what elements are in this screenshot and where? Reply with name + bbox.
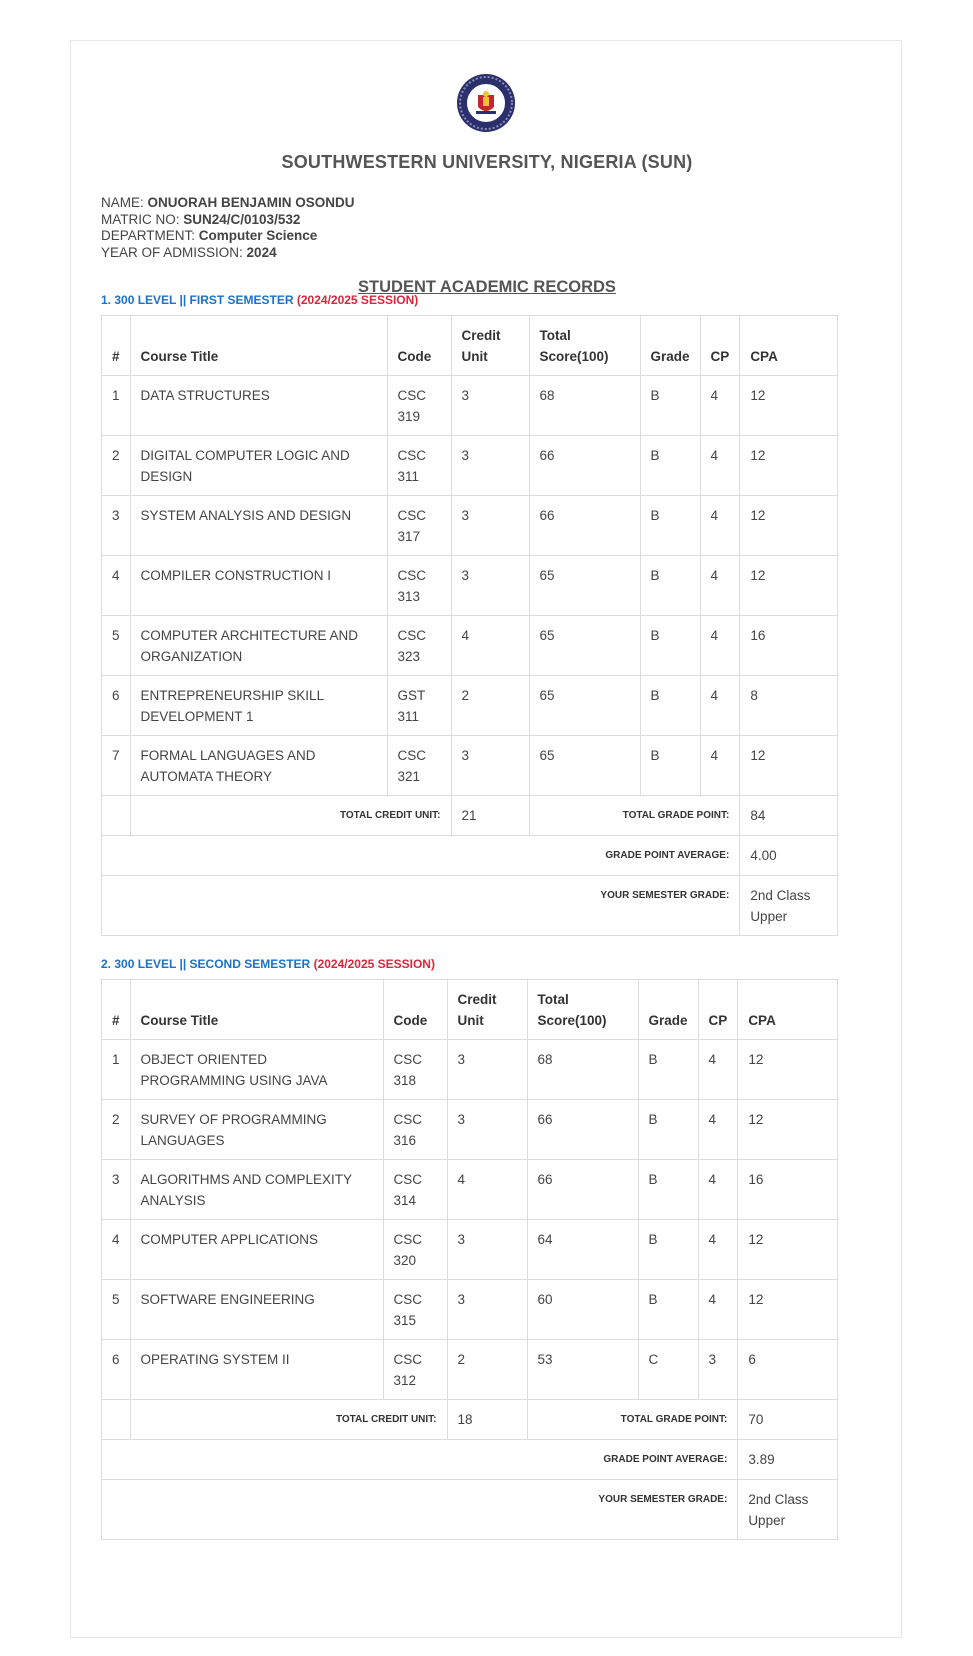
total-grade-point-label: TOTAL GRADE POINT: <box>527 1400 738 1440</box>
student-info <box>101 195 355 261</box>
table-header-row <box>102 980 838 1040</box>
column-header-num: # <box>102 980 131 1040</box>
semester-heading <box>101 293 418 307</box>
cell-title: COMPUTER APPLICATIONS <box>130 1220 383 1280</box>
cell-cpa: 12 <box>740 736 838 796</box>
university-name: SOUTHWESTERN UNIVERSITY, NIGERIA (SUN) <box>281 152 693 172</box>
cell-code: CSC 320 <box>383 1220 447 1280</box>
cell-title: COMPILER CONSTRUCTION I <box>130 556 387 616</box>
cell-score: 66 <box>527 1100 638 1160</box>
total-grade-point-value: 70 <box>738 1400 838 1440</box>
transcript-page <box>70 40 902 1638</box>
cell-cp: 4 <box>700 676 740 736</box>
column-header-grade: Grade <box>638 980 698 1040</box>
cell-n: 2 <box>102 1100 131 1160</box>
semester-grade-value: 2nd Class Upper <box>740 876 838 936</box>
cell-cp: 4 <box>700 736 740 796</box>
cell-code: CSC 315 <box>383 1280 447 1340</box>
cell-title: ENTREPRENEURSHIP SKILL DEVELOPMENT 1 <box>130 676 387 736</box>
cell-cp: 4 <box>700 616 740 676</box>
cell-grade: B <box>640 436 700 496</box>
cell-cpa: 16 <box>740 616 838 676</box>
matric-number: SUN24/C/0103/532 <box>183 211 301 227</box>
cell-n: 5 <box>102 1280 131 1340</box>
cell-cpa: 16 <box>738 1160 838 1220</box>
cell-code: CSC 313 <box>387 556 451 616</box>
cell-grade: B <box>638 1160 698 1220</box>
cell-grade: B <box>640 376 700 436</box>
cell-title: FORMAL LANGUAGES AND AUTOMATA THEORY <box>130 736 387 796</box>
cell-code: CSC 316 <box>383 1100 447 1160</box>
admission-year-line: YEAR OF ADMISSION: 2024 <box>101 244 277 260</box>
column-header-grade: Grade <box>640 316 700 376</box>
student-name: ONUORAH BENJAMIN OSONDU <box>147 195 355 210</box>
semester-table <box>101 315 838 936</box>
column-header-title: Course Title <box>130 980 383 1040</box>
cell-cpa: 12 <box>740 496 838 556</box>
cell-code: GST 311 <box>387 676 451 736</box>
semester-session: (2024/2025 SESSION) <box>293 293 419 307</box>
cell-code: CSC 314 <box>383 1160 447 1220</box>
cell-score: 66 <box>527 1160 638 1220</box>
cell-n: 2 <box>102 436 131 496</box>
semester-level: 1. 300 LEVEL || FIRST SEMESTER <box>101 293 294 307</box>
cell-cp: 4 <box>698 1160 738 1220</box>
cell-credit: 3 <box>447 1040 527 1100</box>
cell-n: 3 <box>102 496 131 556</box>
cell-empty <box>102 1400 131 1440</box>
cell-title: SOFTWARE ENGINEERING <box>130 1280 383 1340</box>
cell-score: 68 <box>529 376 640 436</box>
cell-code: CSC 311 <box>387 436 451 496</box>
cell-n: 7 <box>102 736 131 796</box>
cell-cp: 4 <box>700 376 740 436</box>
cell-credit: 3 <box>451 496 529 556</box>
cell-empty <box>102 796 131 836</box>
cell-score: 68 <box>527 1040 638 1100</box>
cell-credit: 3 <box>451 376 529 436</box>
cell-credit: 3 <box>451 556 529 616</box>
cell-score: 64 <box>527 1220 638 1280</box>
cell-grade: C <box>638 1340 698 1400</box>
cell-score: 66 <box>529 436 640 496</box>
total-credit-value: 21 <box>451 796 529 836</box>
semester-grade-row <box>102 876 838 936</box>
cell-cpa: 12 <box>740 556 838 616</box>
university-crest-icon <box>456 73 516 133</box>
cell-score: 65 <box>529 556 640 616</box>
cell-grade: B <box>640 676 700 736</box>
cell-cpa: 12 <box>738 1220 838 1280</box>
cell-title: DATA STRUCTURES <box>130 376 387 436</box>
student-name-line: NAME: ONUORAH BENJAMIN OSONDU <box>101 195 355 210</box>
cell-code: CSC 317 <box>387 496 451 556</box>
table-header-row <box>102 316 838 376</box>
department-line: DEPARTMENT: Computer Science <box>101 228 318 243</box>
cell-cp: 4 <box>698 1100 738 1160</box>
column-header-credit: Credit Unit <box>451 316 529 376</box>
cell-credit: 3 <box>451 736 529 796</box>
semester-grade-label: YOUR SEMESTER GRADE: <box>102 876 740 936</box>
column-header-cpa: CPA <box>740 316 838 376</box>
cell-credit: 2 <box>451 676 529 736</box>
semester-session: (2024/2025 SESSION) <box>310 957 435 971</box>
column-header-score: Total Score(100) <box>529 316 640 376</box>
department: Computer Science <box>198 228 318 243</box>
gpa-row <box>102 836 838 876</box>
table-row <box>102 556 838 616</box>
total-credit-label: TOTAL CREDIT UNIT: <box>130 1400 447 1440</box>
cell-title: SURVEY OF PROGRAMMING LANGUAGES <box>130 1100 383 1160</box>
column-header-score: Total Score(100) <box>527 980 638 1040</box>
totals-row <box>102 796 838 836</box>
table-row <box>102 496 838 556</box>
cell-code: CSC 319 <box>387 376 451 436</box>
cell-grade: B <box>638 1280 698 1340</box>
cell-cp: 4 <box>700 556 740 616</box>
cell-score: 53 <box>527 1340 638 1400</box>
cell-grade: B <box>640 496 700 556</box>
cell-grade: B <box>638 1220 698 1280</box>
cell-score: 60 <box>527 1280 638 1340</box>
total-credit-label: TOTAL CREDIT UNIT: <box>130 796 451 836</box>
cell-n: 4 <box>102 556 131 616</box>
cell-title: ALGORITHMS AND COMPLEXITY ANALYSIS <box>130 1160 383 1220</box>
cell-credit: 4 <box>447 1160 527 1220</box>
column-header-num: # <box>102 316 131 376</box>
cell-score: 66 <box>529 496 640 556</box>
cell-n: 6 <box>102 1340 131 1400</box>
total-credit-value: 18 <box>447 1400 527 1440</box>
cell-cpa: 6 <box>738 1340 838 1400</box>
cell-code: CSC 312 <box>383 1340 447 1400</box>
gpa-row <box>102 1440 838 1480</box>
cell-cp: 4 <box>698 1220 738 1280</box>
total-grade-point-value: 84 <box>740 796 838 836</box>
cell-score: 65 <box>529 736 640 796</box>
semester-level: 2. 300 LEVEL || SECOND SEMESTER <box>101 957 311 971</box>
cell-title: OPERATING SYSTEM II <box>130 1340 383 1400</box>
cell-credit: 3 <box>447 1100 527 1160</box>
cell-code: CSC 321 <box>387 736 451 796</box>
matric-line: MATRIC NO: SUN24/C/0103/532 <box>101 211 301 227</box>
cell-cpa: 12 <box>738 1280 838 1340</box>
table-row <box>102 1160 838 1220</box>
gpa-label: GRADE POINT AVERAGE: <box>102 1440 738 1480</box>
table-row <box>102 1280 838 1340</box>
cell-cpa: 12 <box>740 376 838 436</box>
totals-row <box>102 1400 838 1440</box>
table-row <box>102 376 838 436</box>
column-header-code: Code <box>387 316 451 376</box>
column-header-cpa: CPA <box>738 980 838 1040</box>
total-grade-point-label: TOTAL GRADE POINT: <box>529 796 740 836</box>
cell-grade: B <box>638 1040 698 1100</box>
cell-n: 3 <box>102 1160 131 1220</box>
cell-credit: 3 <box>451 436 529 496</box>
column-header-cp: CP <box>698 980 738 1040</box>
cell-cp: 4 <box>698 1040 738 1100</box>
semester-heading <box>101 957 435 971</box>
table-row <box>102 736 838 796</box>
cell-grade: B <box>638 1100 698 1160</box>
cell-credit: 3 <box>447 1220 527 1280</box>
table-row <box>102 1340 838 1400</box>
cell-grade: B <box>640 556 700 616</box>
cell-n: 5 <box>102 616 131 676</box>
semester-grade-row <box>102 1480 838 1540</box>
gpa-value: 4.00 <box>740 836 838 876</box>
cell-credit: 4 <box>451 616 529 676</box>
semester-grade-value: 2nd Class Upper <box>738 1480 838 1540</box>
cell-n: 1 <box>102 1040 131 1100</box>
table-row <box>102 1040 838 1100</box>
cell-cp: 4 <box>700 496 740 556</box>
gpa-label: GRADE POINT AVERAGE: <box>102 836 740 876</box>
table-row <box>102 1100 838 1160</box>
semester-grade-label: YOUR SEMESTER GRADE: <box>102 1480 738 1540</box>
cell-cpa: 12 <box>740 436 838 496</box>
column-header-credit: Credit Unit <box>447 980 527 1040</box>
semester-table <box>101 979 838 1540</box>
cell-grade: B <box>640 736 700 796</box>
cell-grade: B <box>640 616 700 676</box>
table-row <box>102 676 838 736</box>
cell-cp: 3 <box>698 1340 738 1400</box>
cell-cpa: 12 <box>738 1100 838 1160</box>
cell-cpa: 8 <box>740 676 838 736</box>
cell-credit: 3 <box>447 1280 527 1340</box>
cell-title: SYSTEM ANALYSIS AND DESIGN <box>130 496 387 556</box>
gpa-value: 3.89 <box>738 1440 838 1480</box>
cell-score: 65 <box>529 676 640 736</box>
cell-cp: 4 <box>698 1280 738 1340</box>
cell-code: CSC 323 <box>387 616 451 676</box>
cell-title: OBJECT ORIENTED PROGRAMMING USING JAVA <box>130 1040 383 1100</box>
admission-year: 2024 <box>246 244 277 260</box>
cell-score: 65 <box>529 616 640 676</box>
cell-cpa: 12 <box>738 1040 838 1100</box>
cell-title: DIGITAL COMPUTER LOGIC AND DESIGN <box>130 436 387 496</box>
column-header-code: Code <box>383 980 447 1040</box>
cell-cp: 4 <box>700 436 740 496</box>
column-header-title: Course Title <box>130 316 387 376</box>
cell-n: 6 <box>102 676 131 736</box>
cell-n: 4 <box>102 1220 131 1280</box>
cell-credit: 2 <box>447 1340 527 1400</box>
column-header-cp: CP <box>700 316 740 376</box>
cell-code: CSC 318 <box>383 1040 447 1100</box>
table-row <box>102 616 838 676</box>
cell-title: COMPUTER ARCHITECTURE AND ORGANIZATION <box>130 616 387 676</box>
table-row <box>102 1220 838 1280</box>
cell-n: 1 <box>102 376 131 436</box>
records-title: STUDENT ACADEMIC RECORDS <box>358 278 616 296</box>
table-row <box>102 436 838 496</box>
